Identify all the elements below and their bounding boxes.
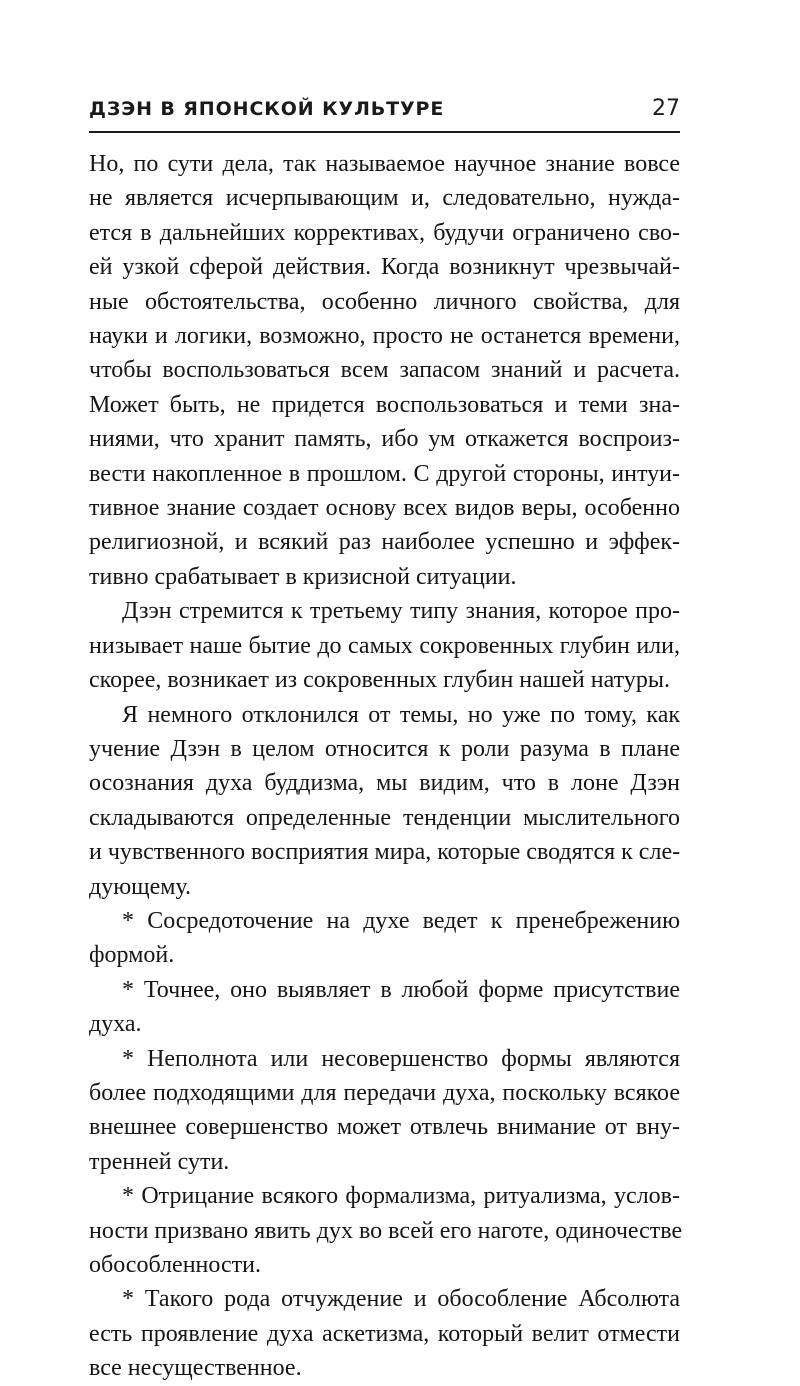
text-line: вести накопленное в прошлом. С другой стороны, интуи- <box>89 460 680 487</box>
paragraph <box>89 1042 680 1180</box>
text-line: обособленности. <box>89 1252 261 1278</box>
page-number: 27 <box>652 96 680 121</box>
text-line: внешнее совершенство может отвлечь внимание от вну- <box>89 1114 680 1141</box>
text-line: тренней сути. <box>89 1148 230 1175</box>
paragraph <box>89 904 680 973</box>
paragraph <box>89 1179 683 1282</box>
text-line: ей узкой сферой действия. Когда возникнут чрезвычай- <box>89 254 680 281</box>
text-line: духа. <box>89 1011 142 1038</box>
text-line: тивно срабатывает в кризисной ситуации. <box>89 563 517 590</box>
text-line: ные обстоятельства, особенно личного свойства, для <box>89 288 680 315</box>
text-line: и чувственного восприятия мира, которые сводятся к сле- <box>89 839 681 866</box>
text-line: * Точнее, оно выявляет в любой форме присутствие <box>122 976 680 1003</box>
text-line: есть проявление духа аскетизма, который велит отмести <box>89 1320 680 1347</box>
paragraph <box>89 973 680 1042</box>
text-line: скорее, возникает из сокровенных глубин нашей натуры. <box>89 667 670 694</box>
text-line: учение Дзэн в целом относится к роли разума в плане <box>89 735 680 762</box>
paragraph <box>89 698 680 904</box>
text-line: ниями, что хранит память, ибо ум откажется воспроиз- <box>89 426 680 453</box>
text-line: науки и логики, возможно, просто не останется времени, <box>89 323 680 350</box>
paragraph <box>89 594 680 697</box>
text-line: * Сосредоточение на духе ведет к пренебрежению <box>122 907 680 934</box>
text-line: низывает наше бытие до самых сокровенных глубин или, <box>89 632 680 659</box>
text-line: Я немного отклонился от темы, но уже по тому, как <box>122 701 680 728</box>
text-line: ется в дальнейших коррективах, будучи ограничено сво- <box>89 219 680 246</box>
running-title: ДЗЭН В ЯПОНСКОЙ КУЛЬТУРЕ <box>89 98 445 120</box>
header-rule <box>89 131 680 133</box>
text-line: формой. <box>89 942 175 969</box>
text-line: Но, по сути дела, так называемое научное знание вовсе <box>89 151 680 177</box>
text-line: * Отрицание всякого формализма, ритуализма, услов- <box>122 1183 680 1210</box>
text-line: все несущественное. <box>89 1355 302 1382</box>
text-line: более подходящими для передачи духа, поскольку всякое <box>89 1079 680 1106</box>
text-line: дующему. <box>89 873 192 900</box>
text-line: не является исчерпывающим и, следовательно, нужда- <box>89 185 680 212</box>
text-line: религиозной, и всякий раз наиболее успешно и эффек- <box>89 529 680 556</box>
text-line: Дзэн стремится к третьему типу знания, которое про- <box>122 598 680 625</box>
text-line: * Такого рода отчуждение и обособление Абсолюта <box>122 1286 680 1313</box>
text-line: чтобы воспользоваться всем запасом знаний и расчета. <box>89 357 680 384</box>
text-line: * Неполнота или несовершенство формы являются <box>122 1045 680 1072</box>
paragraph <box>89 1282 680 1385</box>
text-line: осознания духа буддизма, мы видим, что в лоне Дзэн <box>89 770 680 797</box>
text-line: ности призвано явить дух во всей его наготе, одиночестве <box>89 1217 683 1244</box>
text-line: Может быть, не придется воспользоваться и теми зна- <box>89 391 680 418</box>
paragraph <box>89 147 680 594</box>
text-line: складываются определенные тенденции мыслительного <box>89 804 680 831</box>
body-text <box>89 147 683 1386</box>
page-header <box>89 96 680 128</box>
text-line: тивное знание создает основу всех видов веры, особенно <box>89 495 680 522</box>
